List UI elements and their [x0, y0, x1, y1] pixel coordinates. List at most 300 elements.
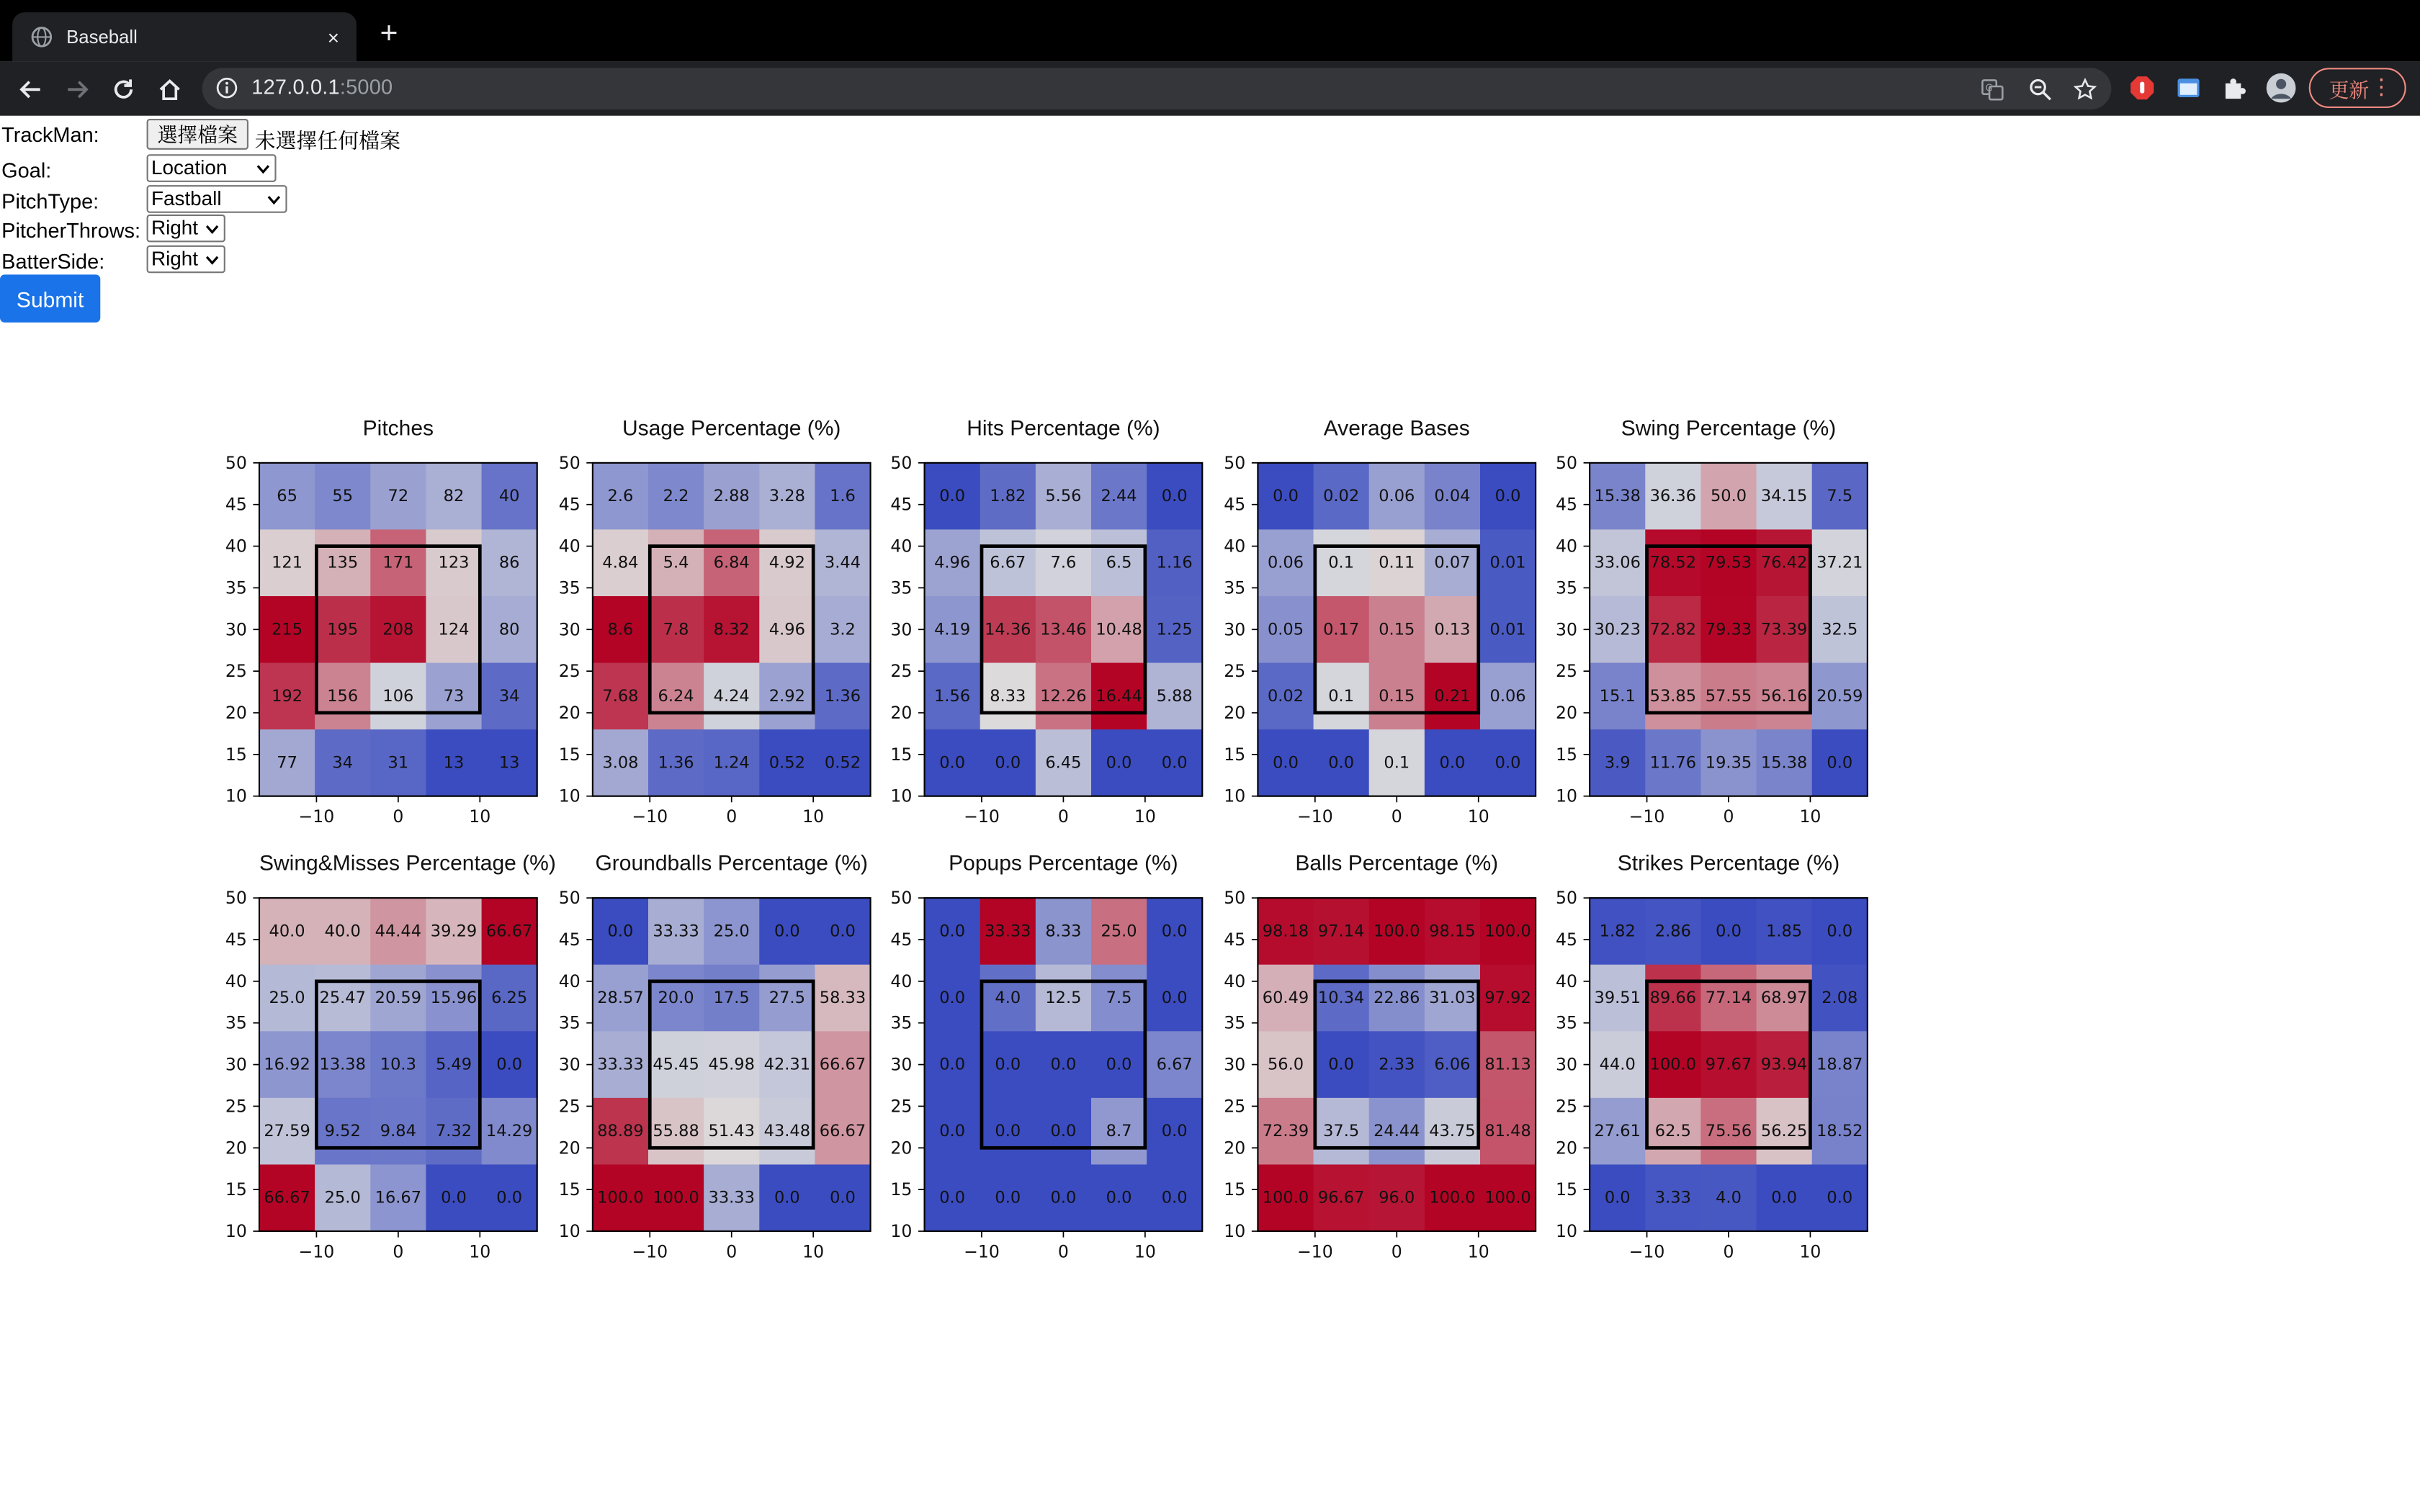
cell-value: 0.0 — [1827, 922, 1853, 941]
y-tick-label: 10 — [1224, 1221, 1246, 1241]
cell-value: 43.75 — [1429, 1122, 1476, 1141]
cell-value: 100.0 — [1484, 922, 1531, 941]
bookmark-star-icon[interactable] — [2073, 77, 2097, 102]
cell-value: 0.0 — [995, 1122, 1021, 1141]
cell-value: 0.0 — [1827, 1188, 1853, 1207]
url-host: 127.0.0.1 — [251, 76, 340, 99]
cell-value: 0.01 — [1489, 553, 1526, 572]
heatmap-pitches — [216, 415, 548, 833]
y-tick-label: 45 — [558, 494, 581, 515]
globe-icon — [31, 26, 53, 48]
chart-title: Pitches — [362, 415, 434, 440]
cell-value: 72.82 — [1649, 620, 1697, 639]
cell-value: 0.0 — [1106, 753, 1132, 773]
back-arrow-icon — [19, 77, 43, 102]
y-tick-label: 45 — [225, 494, 247, 515]
cell-value: 7.8 — [663, 620, 689, 639]
y-tick-label: 45 — [890, 494, 913, 515]
x-tick-label: 0 — [1391, 806, 1402, 827]
y-tick-label: 10 — [890, 1221, 913, 1241]
cell-value: 16.92 — [264, 1055, 310, 1074]
close-tab-icon[interactable]: × — [327, 25, 339, 49]
cell-value: 2.86 — [1654, 922, 1691, 941]
cell-value: 80 — [498, 620, 520, 639]
y-tick-label: 15 — [890, 744, 913, 765]
cell-value: 4.96 — [934, 553, 971, 572]
heatmap-groundballs — [550, 850, 882, 1269]
y-tick-label: 35 — [225, 577, 247, 598]
cell-value: 0.0 — [1161, 922, 1188, 941]
cell-value: 0.0 — [939, 1055, 966, 1074]
file-status: 未選擇任何檔案 — [254, 130, 401, 153]
cell-value: 13 — [498, 753, 520, 773]
y-tick-label: 50 — [558, 888, 581, 909]
cell-value: 0.0 — [939, 1122, 966, 1141]
cell-value: 27.61 — [1594, 1122, 1641, 1141]
y-tick-label: 40 — [890, 971, 913, 991]
cell-value: 0.0 — [1161, 1188, 1188, 1207]
cell-value: 56.16 — [1760, 686, 1808, 706]
x-tick-label: 10 — [1467, 1241, 1489, 1262]
x-tick-label: −10 — [1296, 806, 1333, 827]
y-tick-label: 35 — [225, 1012, 247, 1033]
cell-value: 7.68 — [602, 686, 639, 706]
cell-value: 2.2 — [663, 487, 689, 506]
pitchtype-select[interactable] — [147, 185, 287, 213]
chart-title: Swing Percentage (%) — [1621, 415, 1837, 440]
pitcherthrows-select[interactable] — [147, 215, 225, 243]
goal-select-value: Location — [151, 156, 228, 179]
cell-value: 0.0 — [995, 753, 1021, 773]
cell-value: 0.0 — [995, 1055, 1021, 1074]
cell-value: 0.0 — [496, 1055, 523, 1074]
cell-value: 0.06 — [1267, 553, 1304, 572]
submit-button[interactable]: Submit — [0, 274, 100, 322]
y-tick-label: 25 — [1556, 1096, 1577, 1117]
cell-value: 5.4 — [663, 553, 689, 572]
cell-value: 2.88 — [713, 487, 750, 506]
site-info-icon[interactable] — [216, 77, 238, 99]
x-tick-label: 10 — [1799, 1241, 1821, 1262]
cell-value: 0.02 — [1267, 686, 1304, 706]
cell-value: 0.0 — [1494, 753, 1521, 773]
cell-value: 39.29 — [430, 922, 478, 941]
y-tick-label: 45 — [558, 930, 581, 950]
cell-value: 6.5 — [1106, 553, 1132, 572]
cell-value: 0.0 — [1050, 1122, 1077, 1141]
cell-value: 15.38 — [1594, 487, 1641, 506]
cell-value: 0.02 — [1323, 487, 1360, 506]
y-tick-label: 20 — [558, 703, 581, 723]
cell-value: 60.49 — [1262, 989, 1309, 1007]
cell-value: 25.0 — [1101, 922, 1137, 941]
chevron-down-icon — [256, 162, 270, 176]
cell-value: 25.47 — [319, 989, 366, 1007]
y-tick-label: 25 — [225, 1096, 247, 1117]
cell-value: 0.1 — [1328, 686, 1355, 706]
cell-value: 33.33 — [985, 922, 1031, 941]
y-tick-label: 35 — [890, 577, 913, 598]
heatmap-swing — [1546, 415, 1878, 833]
x-tick-label: 10 — [1134, 806, 1156, 827]
cell-value: 0.0 — [995, 1188, 1021, 1207]
y-tick-label: 40 — [1556, 536, 1577, 557]
cell-value: 0.0 — [496, 1188, 523, 1207]
cell-value: 66.67 — [264, 1188, 310, 1207]
cell-value: 0.0 — [1161, 753, 1188, 773]
forward-arrow-icon — [65, 77, 89, 102]
y-tick-label: 40 — [558, 536, 581, 557]
heatmap-usage — [550, 415, 882, 833]
extensions-puzzle-icon[interactable] — [2221, 74, 2249, 102]
url-text[interactable] — [251, 76, 393, 99]
y-tick-label: 40 — [1556, 971, 1577, 991]
chart-title: Balls Percentage (%) — [1295, 850, 1499, 875]
chart-title: Groundballs Percentage (%) — [595, 850, 868, 875]
cell-value: 0.0 — [1161, 989, 1188, 1007]
cell-value: 97.14 — [1317, 922, 1365, 941]
cell-value: 96.67 — [1317, 1188, 1365, 1207]
cell-value: 0.0 — [1827, 753, 1853, 773]
cell-value: 0.52 — [768, 753, 805, 773]
cell-value: 13.46 — [1040, 620, 1087, 639]
cell-value: 40.0 — [269, 922, 305, 941]
y-tick-label: 30 — [890, 1054, 913, 1075]
x-tick-label: −10 — [1296, 1241, 1333, 1262]
heatmap-svg — [1214, 883, 1546, 1261]
cell-value: 27.5 — [768, 989, 805, 1007]
cell-value: 171 — [382, 553, 414, 572]
y-tick-label: 10 — [225, 1221, 247, 1241]
y-tick-label: 20 — [1224, 703, 1246, 723]
file-input[interactable] — [147, 119, 401, 154]
cell-value: 8.32 — [713, 620, 750, 639]
cell-value: 100.0 — [1373, 922, 1420, 941]
y-tick-label: 50 — [890, 888, 913, 909]
heatmap-svg — [1214, 447, 1546, 825]
cell-value: 0.05 — [1267, 620, 1304, 639]
cell-value: 34.15 — [1760, 487, 1808, 506]
y-tick-label: 20 — [1556, 703, 1577, 723]
cell-value: 62.5 — [1654, 1122, 1691, 1141]
menu-dots-icon[interactable]: ⋮ — [2370, 73, 2393, 99]
profile-avatar-icon[interactable] — [2266, 73, 2297, 104]
cell-value: 51.43 — [708, 1122, 755, 1141]
back-button[interactable] — [14, 73, 48, 107]
cell-value: 6.67 — [1156, 1055, 1193, 1074]
cell-value: 0.06 — [1379, 487, 1415, 506]
cell-value: 93.94 — [1760, 1055, 1808, 1074]
y-tick-label: 25 — [558, 1096, 581, 1117]
cell-value: 0.21 — [1434, 686, 1471, 706]
y-tick-label: 20 — [225, 703, 247, 723]
cell-value: 72 — [387, 487, 409, 506]
cell-value: 0.1 — [1328, 553, 1355, 572]
y-tick-label: 20 — [890, 1138, 913, 1158]
y-tick-label: 40 — [225, 536, 247, 557]
cell-value: 31 — [387, 753, 409, 773]
x-tick-label: 0 — [1057, 806, 1069, 827]
y-tick-label: 35 — [558, 577, 581, 598]
cell-value: 9.84 — [380, 1122, 416, 1141]
cell-value: 0.0 — [774, 1188, 800, 1207]
x-tick-label: 10 — [1467, 806, 1489, 827]
y-tick-label: 25 — [890, 661, 913, 682]
home-button[interactable] — [153, 73, 187, 107]
cell-value: 57.55 — [1705, 686, 1752, 706]
x-tick-label: −10 — [632, 806, 668, 827]
y-tick-label: 50 — [890, 452, 913, 473]
translate-icon[interactable] — [1980, 77, 2004, 102]
batterside-select-value: Right — [151, 246, 199, 270]
cell-value: 20.0 — [658, 989, 694, 1007]
x-tick-label: 10 — [1134, 1241, 1156, 1262]
cell-value: 100.0 — [1484, 1188, 1531, 1207]
cell-value: 68.97 — [1760, 989, 1808, 1007]
cell-value: 6.84 — [713, 553, 750, 572]
y-tick-label: 10 — [1556, 1221, 1577, 1241]
cell-value: 7.5 — [1106, 989, 1132, 1007]
cell-value: 89.66 — [1649, 989, 1697, 1007]
cell-value: 4.96 — [768, 620, 805, 639]
cell-value: 10.34 — [1317, 989, 1365, 1007]
cell-value: 66.67 — [819, 1122, 866, 1141]
cell-value: 58.33 — [819, 989, 866, 1007]
cell-value: 8.33 — [990, 686, 1026, 706]
cell-value: 2.6 — [607, 487, 634, 506]
cell-value: 82 — [443, 487, 465, 506]
y-tick-label: 10 — [558, 1221, 581, 1241]
y-tick-label: 30 — [890, 619, 913, 640]
cell-value: 0.0 — [1273, 487, 1299, 506]
new-tab-button[interactable]: + — [380, 17, 398, 51]
cell-value: 1.24 — [713, 753, 750, 773]
cell-value: 1.56 — [934, 686, 971, 706]
cell-value: 15.38 — [1760, 753, 1808, 773]
cell-value: 15.1 — [1599, 686, 1636, 706]
y-tick-label: 45 — [225, 930, 247, 950]
heatmap-balls — [1214, 850, 1546, 1269]
cell-value: 8.7 — [1106, 1122, 1132, 1141]
cell-value: 42.31 — [763, 1055, 811, 1074]
cell-value: 0.0 — [1106, 1055, 1132, 1074]
reload-button[interactable] — [107, 73, 140, 107]
cell-value: 0.0 — [939, 922, 966, 941]
pitcherthrows-select-value: Right — [151, 216, 199, 240]
tab-title: Baseball — [66, 26, 138, 48]
cell-value: 53.85 — [1649, 686, 1697, 706]
cell-value: 135 — [327, 553, 359, 572]
cell-value: 106 — [382, 686, 414, 706]
x-tick-label: 0 — [393, 1241, 404, 1262]
address-bar[interactable] — [202, 68, 2112, 109]
y-tick-label: 20 — [1556, 1138, 1577, 1158]
goal-label: Goal: — [1, 158, 52, 182]
cell-value: 215 — [272, 620, 303, 639]
y-tick-label: 10 — [1556, 786, 1577, 806]
cell-value: 0.0 — [1050, 1188, 1077, 1207]
cell-value: 73 — [443, 686, 465, 706]
cell-value: 5.88 — [1156, 686, 1193, 706]
y-tick-label: 30 — [1556, 619, 1577, 640]
cell-value: 0.17 — [1323, 620, 1360, 639]
y-tick-label: 35 — [890, 1012, 913, 1033]
y-tick-label: 30 — [1224, 619, 1246, 640]
batterside-select[interactable] — [147, 246, 225, 274]
y-tick-label: 30 — [225, 1054, 247, 1075]
cell-value: 0.0 — [939, 487, 966, 506]
y-tick-label: 15 — [890, 1179, 913, 1200]
cell-value: 0.0 — [1273, 753, 1299, 773]
cell-value: 16.44 — [1095, 686, 1142, 706]
cell-value: 121 — [272, 553, 303, 572]
y-tick-label: 15 — [225, 1179, 247, 1200]
cell-value: 34 — [332, 753, 354, 773]
cell-value: 14.29 — [485, 1122, 533, 1141]
cell-value: 20.59 — [1816, 686, 1863, 706]
cell-value: 77.14 — [1705, 989, 1752, 1007]
cell-value: 32.5 — [1821, 620, 1858, 639]
cell-value: 2.44 — [1101, 487, 1137, 506]
cell-value: 40 — [498, 487, 520, 506]
cell-value: 20.59 — [375, 989, 422, 1007]
y-tick-label: 30 — [558, 619, 581, 640]
cell-value: 192 — [272, 686, 303, 706]
cell-value: 31.03 — [1429, 989, 1476, 1007]
cell-value: 3.9 — [1604, 753, 1631, 773]
cell-value: 10.48 — [1095, 620, 1142, 639]
cell-value: 0.52 — [824, 753, 861, 773]
cell-value: 44.0 — [1599, 1055, 1636, 1074]
cell-value: 81.48 — [1484, 1122, 1531, 1141]
x-tick-label: 10 — [1799, 806, 1821, 827]
cell-value: 33.33 — [653, 922, 699, 941]
cell-value: 0.0 — [1328, 1055, 1355, 1074]
zoom-icon[interactable] — [2028, 77, 2053, 102]
y-tick-label: 45 — [1224, 930, 1246, 950]
cell-value: 195 — [327, 620, 359, 639]
cell-value: 18.87 — [1816, 1055, 1863, 1074]
x-tick-label: 0 — [1391, 1241, 1402, 1262]
y-tick-label: 20 — [225, 1138, 247, 1158]
cell-value: 0.0 — [1439, 753, 1466, 773]
goal-select[interactable] — [147, 154, 277, 182]
y-tick-label: 25 — [225, 661, 247, 682]
cell-value: 3.2 — [830, 620, 856, 639]
y-tick-label: 40 — [1224, 971, 1246, 991]
y-tick-label: 35 — [1556, 1012, 1577, 1033]
pitcherthrows-row — [0, 215, 199, 246]
y-tick-label: 50 — [1556, 888, 1577, 909]
cell-value: 3.33 — [1654, 1188, 1691, 1207]
cell-value: 4.0 — [1716, 1188, 1742, 1207]
x-tick-label: −10 — [1628, 806, 1665, 827]
cell-value: 0.0 — [1604, 1188, 1631, 1207]
browser-tab[interactable] — [12, 12, 357, 62]
cell-value: 1.25 — [1156, 620, 1193, 639]
cell-value: 0.0 — [1161, 1122, 1188, 1141]
y-tick-label: 35 — [1224, 577, 1246, 598]
chart-title: Hits Percentage (%) — [967, 415, 1160, 440]
update-button[interactable] — [2309, 68, 2406, 108]
cell-value: 25.0 — [324, 1188, 361, 1207]
cell-value: 4.92 — [768, 553, 805, 572]
cell-value: 98.15 — [1429, 922, 1476, 941]
cell-value: 0.0 — [774, 922, 800, 941]
cell-value: 0.0 — [939, 753, 966, 773]
x-tick-label: 0 — [1057, 1241, 1069, 1262]
y-tick-label: 25 — [1224, 661, 1246, 682]
cell-value: 45.98 — [708, 1055, 755, 1074]
forward-button[interactable] — [60, 73, 94, 107]
cell-value: 2.92 — [768, 686, 805, 706]
heatmap-average-bases — [1214, 415, 1546, 833]
x-tick-label: 0 — [726, 806, 738, 827]
cell-value: 208 — [382, 620, 414, 639]
cell-value: 124 — [438, 620, 470, 639]
y-tick-label: 40 — [558, 971, 581, 991]
cell-value: 0.0 — [830, 1188, 856, 1207]
heatmap-popups — [882, 850, 1214, 1269]
cell-value: 0.01 — [1489, 620, 1526, 639]
cell-value: 0.0 — [1050, 1055, 1077, 1074]
cell-value: 33.33 — [708, 1188, 755, 1207]
y-tick-label: 50 — [558, 452, 581, 473]
cell-value: 7.32 — [435, 1122, 472, 1141]
cell-value: 77 — [277, 753, 297, 773]
cell-value: 72.39 — [1262, 1122, 1309, 1141]
cell-value: 25.0 — [269, 989, 305, 1007]
cell-value: 18.52 — [1816, 1122, 1863, 1141]
cell-value: 86 — [498, 553, 520, 572]
window-extension-icon[interactable] — [2174, 74, 2202, 102]
cell-value: 0.0 — [1161, 487, 1188, 506]
cell-value: 30.23 — [1594, 620, 1641, 639]
browser-toolbar — [0, 62, 2420, 116]
cell-value: 7.6 — [1050, 553, 1077, 572]
chart-title: Average Bases — [1323, 415, 1470, 440]
cell-value: 12.26 — [1040, 686, 1087, 706]
cell-value: 0.11 — [1379, 553, 1415, 572]
x-tick-label: 10 — [469, 1241, 491, 1262]
cell-value: 96.0 — [1379, 1188, 1415, 1207]
cell-value: 1.36 — [824, 686, 861, 706]
choose-file-button[interactable]: 選擇檔案 — [147, 119, 248, 150]
cell-value: 0.07 — [1434, 553, 1471, 572]
cell-value: 28.57 — [597, 989, 644, 1007]
cell-value: 13.38 — [319, 1055, 366, 1074]
y-tick-label: 15 — [558, 1179, 581, 1200]
cell-value: 19.35 — [1705, 753, 1752, 773]
cell-value: 4.19 — [934, 620, 971, 639]
cell-value: 17.5 — [713, 989, 750, 1007]
url-port: :5000 — [339, 76, 393, 99]
adblock-extension-icon[interactable] — [2128, 74, 2156, 102]
cell-value: 36.36 — [1649, 487, 1697, 506]
pitchtype-label: PitchType: — [1, 189, 99, 213]
x-tick-label: −10 — [298, 1241, 335, 1262]
cell-value: 1.36 — [658, 753, 694, 773]
cell-value: 25.0 — [713, 922, 750, 941]
y-tick-label: 25 — [890, 1096, 913, 1117]
cell-value: 97.92 — [1484, 989, 1531, 1007]
cell-value: 1.82 — [1599, 922, 1636, 941]
y-tick-label: 15 — [558, 744, 581, 765]
cell-value: 6.06 — [1434, 1055, 1471, 1074]
heatmap-svg — [1546, 447, 1878, 825]
tab-strip — [0, 0, 2420, 62]
batterside-row — [0, 246, 199, 276]
